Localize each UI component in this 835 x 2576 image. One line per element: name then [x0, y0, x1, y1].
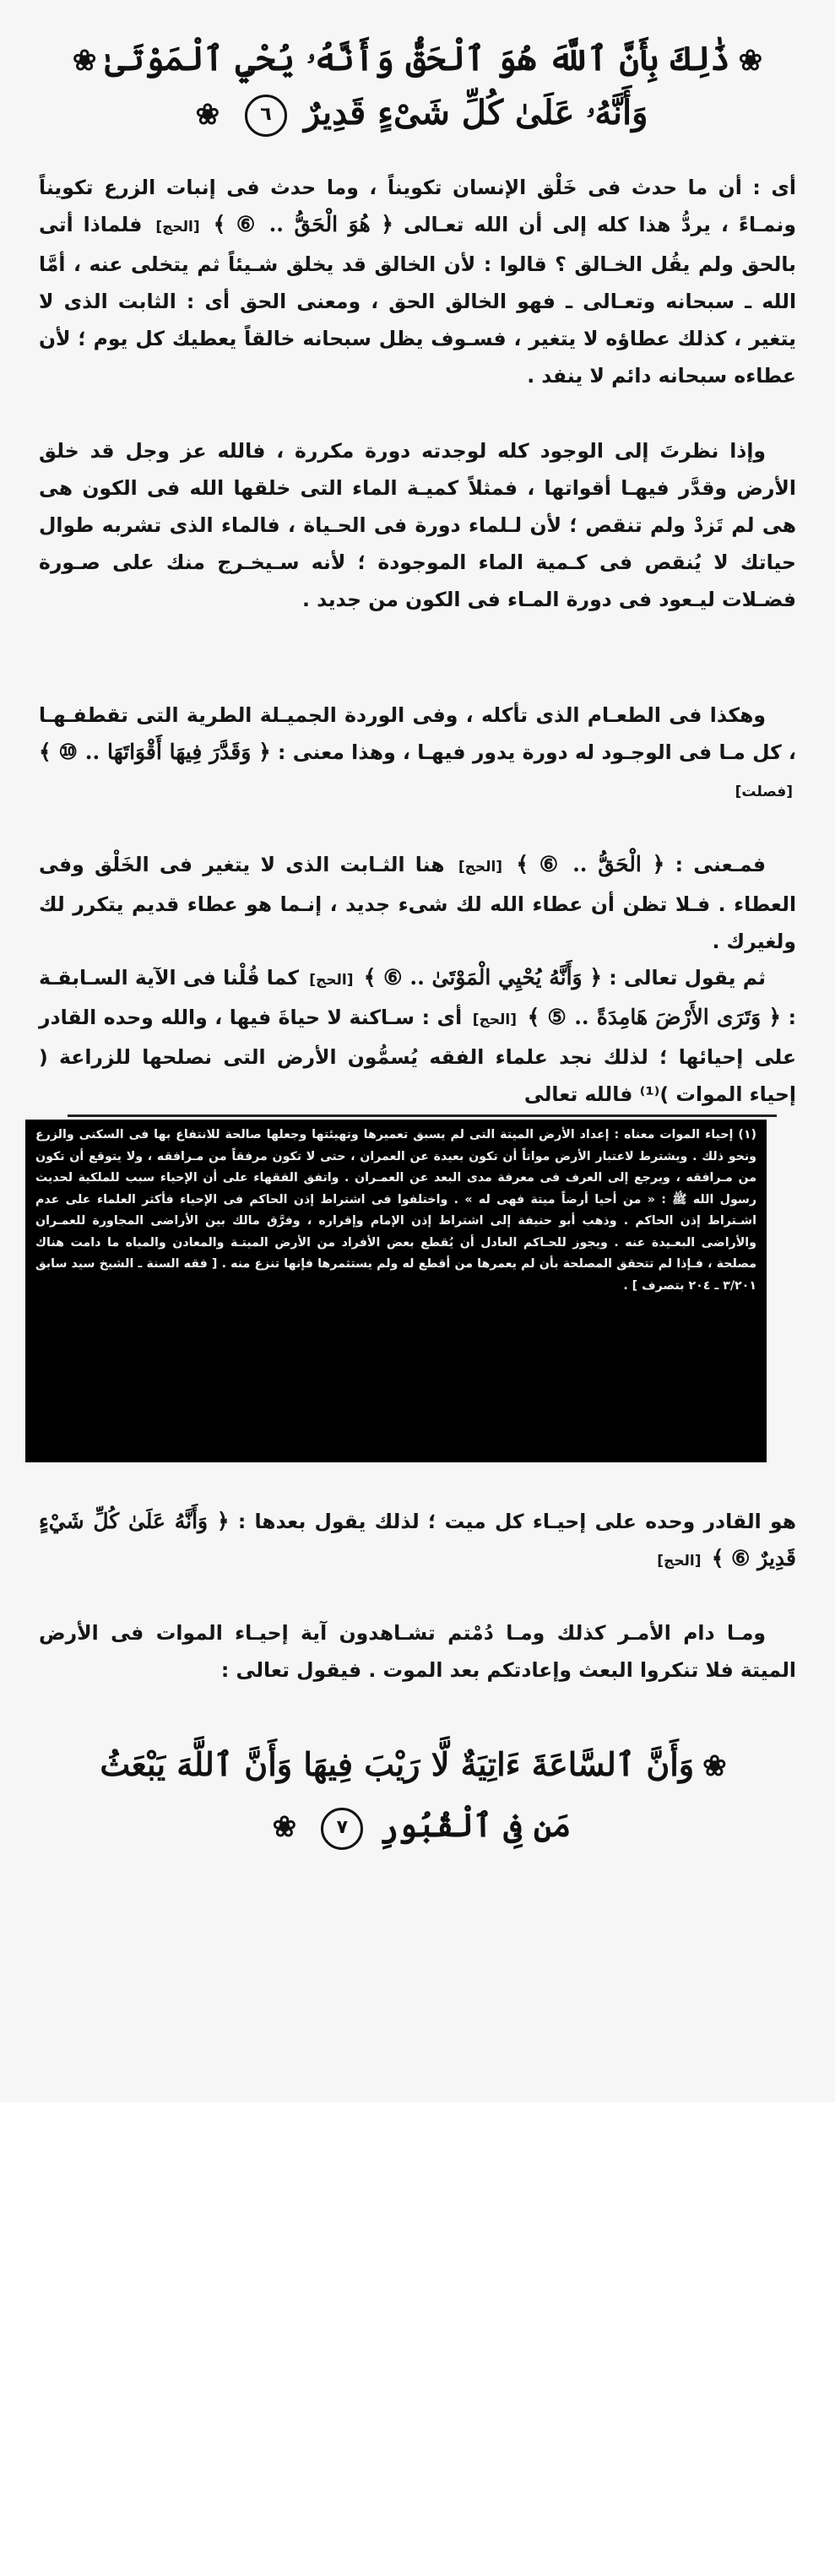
ornament-icon: ❀ — [272, 1810, 297, 1844]
paragraph-6 — [39, 1503, 796, 1580]
footnote-divider — [68, 1114, 777, 1117]
paragraph-text: أى : سـاكنة لا حياةَ فيها ، والله وحده القادر على إحيائها ؛ لذلك نجد علماء الفقه يُسمُّون الأرض التى نصلحها للزراعة ( إحياء الموات )⁽¹⁾ فالله تعالى — [39, 1006, 796, 1106]
paragraph-text: وإذا نظرتَ إلى الوجود كله لوجدته دورة مكررة ، فالله عز وجل قد خلق الأرض وقدَّر فيهـا أقواتها ، فمثلاً كميـة الماء التى خلقها الله فى الكون هى هى لم تَزدْ ولم تنقص ؛ لأن لـلماء دورة فى الحـياة ، فالماء الذى تشربه طوال حياتك لا يُنقص فى كـمية الماء الموجودة ؛ لأنه سـيخـرج منك على صـورة فضـلات ليـعود فى دورة المـاء فى الكون من جديد . — [39, 439, 796, 611]
quran-quote: ﴿ الْحَقُّ .. ⑥ ﴾ — [516, 852, 665, 876]
surah-reference: [فصلت] — [735, 784, 793, 800]
header-verse-line2: وَأَنَّهُۥ عَلَىٰ كُلِّ شَىْءٍ قَدِيرٌ — [303, 93, 648, 133]
header-verse — [34, 34, 801, 86]
footnote-box — [25, 1120, 767, 1462]
surah-reference: [الحج] — [458, 859, 503, 876]
paragraph-7 — [39, 1614, 796, 1689]
paragraph-text: أى : أن ما حدث فى خَلْق الإنسان تكويناً ، وما حدث فى إنبات الزرع تكويناً ونمـاءً ، يردُّ هذا كله إلى أن الله تعـالى — [39, 176, 796, 236]
closing-verse-second — [34, 1798, 801, 1854]
paragraph-1 — [39, 169, 796, 394]
surah-reference: [الحج] — [472, 1011, 517, 1028]
paragraph-5 — [39, 959, 796, 1113]
ornament-icon: ❀ — [195, 98, 220, 132]
closing-verse-line2: مَن فِى ٱلْقُبُورِ — [379, 1806, 572, 1844]
header-verse-line1: ذَٰلِكَ بِأَنَّ ٱللَّهَ هُوَ ٱلْحَقُّ وَأَنَّهُۥ يُحْيِ ٱلْمَوْتَىٰ — [105, 39, 730, 79]
ornament-icon: ❀ — [72, 44, 97, 78]
closing-verse — [34, 1738, 801, 1793]
ayah-number-badge: ٦ — [245, 95, 287, 137]
quran-quote: ﴿ وَأَنَّهُ عَلَىٰ كُلِّ شَيْءٍ قَدِيرٌ ⑥ ﴾ — [39, 1509, 796, 1570]
paragraph-text: وهكذا فى الطعـام الذى تأكله ، وفى الوردة الجميـلة الطرية التى تقطفـهـا ، كل مـا فى الوجـود له دورة يدور فيهـا ، وهذا معنى : — [39, 703, 796, 764]
quran-quote: ﴿ وَأَنَّهُ يُحْيِي الْمَوْتَىٰ .. ⑥ ﴾ — [363, 965, 603, 990]
ayah-number-badge: ٧ — [321, 1808, 363, 1850]
paragraph-4 — [39, 846, 796, 960]
surah-reference: [الحج] — [155, 219, 200, 236]
paragraph-text: ومـا دام الأمـر كذلك ومـا دُمْتم تشـاهدون آية إحيـاء الموات فى الأرض الميتة فلا تنكروا البعث وإعادتكم بعد الموت . فيقول تعالى : — [39, 1621, 796, 1682]
ornament-icon: ❀ — [702, 1749, 727, 1783]
header-verse-second — [34, 88, 801, 140]
surah-reference: [الحج] — [657, 1553, 702, 1570]
paragraph-text: كما قُلْنا فى الآية السـابقـة : — [39, 966, 796, 1029]
closing-verse-line1: وَأَنَّ ٱلسَّاعَةَ ءَاتِيَةٌ لَّا رَيْبَ فِيهَا وَأَنَّ ٱللَّهَ يَبْعَثُ — [100, 1745, 695, 1783]
paragraph-text: ثم يقول تعالى : — [609, 966, 766, 990]
quran-quote: ﴿ وَقَدَّرَ فِيهَا أَقْوَاتَهَا .. ⑩ ﴾ — [39, 740, 271, 764]
ornament-icon: ❀ — [738, 44, 763, 78]
paragraph-2 — [39, 432, 796, 618]
footnote-text: (١) إحياء الموات معناه : إعداد الأرض الميتة التى لم يسبق تعميرها وتهيئتها وجعلها صالحة للانتفاع بها فى السكنى والزرع ونحو ذلك . ويشترط لاعتبار الأرض مواتاً أن تكون بعيدة عن العمران ، حتى لا تكون مرفقاً من مـرافقه ، ولا يتوقع أن تكون من مـرافقه ، ويرجع إلى العرف فى معرفة مدى البعد عن العمـران . واتفق الفقهاء على أن الإحياء سبب للملكية لحديث رسول الله ﷺ : « من أحيا أرضاً ميتة فهى له » . واختلفوا فى اشتراط إذن الحاكم فى الإحياء فأكثر العلماء على عدم اشـتراط إذن الحاكم . وذهب أبو حنيفة إلى اشتراط إذن الإمام وإقراره ، وفرَّق مالك بين الأراضى المجاورة للعمـران والأراضى البعـيدة عنه . ويجوز للحـاكم العادل أن يُقطع بعض الأفراد من الأرض الميتـة والمعادن والمياه ما دامت هناك مصلحة ، فـإذا لم تتحقق المصلحة بأن لم يعمرها من أقطع له ولم يستثمرها فإنها تنزع منه . [ فقه السنة ـ الشيخ سيد سابق ٣/٢٠١ ـ ٢٠٤ بتصرف ] . — [35, 1128, 756, 1293]
paragraph-text: فلماذا أتى بالحق ولم يقُل الخـالق ؟ قالوا : لأن الخالق قد يخلق شـيئاً ثم يتخلى عنه ، أمَّا الله ـ سبحانه وتعـالى ـ فهو الخالق الحق ، ومعنى الحق أى : الثابت الذى لا يتغير ، كذلك عطاؤه لا يتغير ، فسـوف يظل سبحانه خالقاً يعطيك كل يوم ؛ لأن عطاءه سبحانه دائم لا ينفد . — [39, 213, 796, 388]
paragraph-text: فمـعنى : — [675, 853, 767, 876]
quran-quote: ﴿ وَتَرَى الأَرْضَ هَامِدَةً .. ⑤ ﴾ — [527, 1005, 781, 1029]
surah-reference: [الحج] — [309, 972, 354, 989]
paragraph-text: هو القادر وحده على إحيـاء كل ميت ؛ لذلك يقول بعدها : — [237, 1510, 796, 1533]
paragraph-text: هنا الثـابت الذى لا يتغير فى الخَلْق وفى العطاء . فـلا تظن أن عطاء الله لك شىء جديد ، إنـما هو عطاء قديم يتكرر لك ولغيرك . — [39, 853, 796, 953]
paragraph-3 — [39, 697, 796, 811]
quran-quote: ﴿ هُوَ الْحَقُّ .. ⑥ ﴾ — [213, 212, 393, 236]
